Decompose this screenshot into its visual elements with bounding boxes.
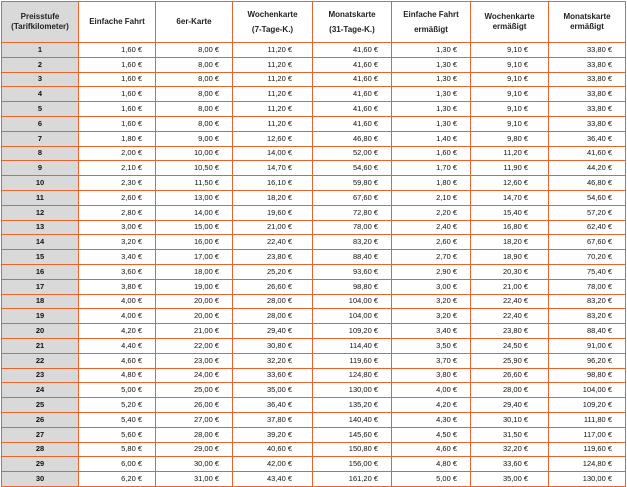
- cell-monatskarte: 54,60 €: [313, 161, 392, 176]
- cell-preisstufe: 16: [2, 264, 79, 279]
- table-row: [2, 427, 626, 442]
- cell-6er-karte: 31,00 €: [156, 472, 233, 487]
- cell-preisstufe: 29: [2, 457, 79, 472]
- cell-einfache-fahrt: 3,60 €: [79, 264, 156, 279]
- cell-preisstufe: 18: [2, 294, 79, 309]
- cell-einfache-fahrt-ermaessigt: 3,20 €: [392, 309, 471, 324]
- cell-einfache-fahrt: 6,00 €: [79, 457, 156, 472]
- header-line2: (31-Tage-K.): [329, 24, 375, 34]
- cell-wochenkarte-ermaessigt: 20,30 €: [471, 264, 549, 279]
- cell-monatskarte: 161,20 €: [313, 472, 392, 487]
- header-einfache-fahrt: [79, 2, 156, 43]
- cell-6er-karte: 23,00 €: [156, 353, 233, 368]
- cell-wochenkarte: 14,00 €: [233, 146, 313, 161]
- cell-wochenkarte-ermaessigt: 9,10 €: [471, 116, 549, 131]
- cell-einfache-fahrt-ermaessigt: 3,50 €: [392, 338, 471, 353]
- cell-monatskarte: 67,60 €: [313, 190, 392, 205]
- cell-wochenkarte: 25,20 €: [233, 264, 313, 279]
- table-header: [2, 2, 626, 43]
- cell-einfache-fahrt-ermaessigt: 1,60 €: [392, 146, 471, 161]
- cell-monatskarte: 135,20 €: [313, 398, 392, 413]
- cell-6er-karte: 19,00 €: [156, 279, 233, 294]
- cell-preisstufe: 30: [2, 472, 79, 487]
- cell-einfache-fahrt-ermaessigt: 1,30 €: [392, 102, 471, 117]
- cell-einfache-fahrt: 3,00 €: [79, 220, 156, 235]
- cell-wochenkarte-ermaessigt: 9,10 €: [471, 57, 549, 72]
- cell-einfache-fahrt: 3,80 €: [79, 279, 156, 294]
- cell-monatskarte-ermaessigt: 33,80 €: [549, 57, 626, 72]
- cell-6er-karte: 14,00 €: [156, 205, 233, 220]
- cell-einfache-fahrt: 5,80 €: [79, 442, 156, 457]
- header-line1: Wochenkarte: [247, 9, 298, 19]
- cell-einfache-fahrt: 5,60 €: [79, 427, 156, 442]
- cell-einfache-fahrt: 1,60 €: [79, 102, 156, 117]
- cell-wochenkarte-ermaessigt: 11,90 €: [471, 161, 549, 176]
- header-line1: Monatskarte: [563, 12, 611, 21]
- header-monatskarte-ermaessigt: [549, 2, 626, 43]
- cell-6er-karte: 29,00 €: [156, 442, 233, 457]
- cell-monatskarte-ermaessigt: 36,40 €: [549, 131, 626, 146]
- cell-monatskarte-ermaessigt: 44,20 €: [549, 161, 626, 176]
- cell-wochenkarte-ermaessigt: 9,80 €: [471, 131, 549, 146]
- cell-preisstufe: 17: [2, 279, 79, 294]
- cell-wochenkarte: 40,60 €: [233, 442, 313, 457]
- cell-einfache-fahrt: 4,40 €: [79, 338, 156, 353]
- table-row: [2, 190, 626, 205]
- cell-einfache-fahrt: 2,80 €: [79, 205, 156, 220]
- cell-einfache-fahrt: 1,60 €: [79, 57, 156, 72]
- cell-einfache-fahrt: 4,20 €: [79, 324, 156, 339]
- cell-wochenkarte-ermaessigt: 35,00 €: [471, 472, 549, 487]
- cell-preisstufe: 14: [2, 235, 79, 250]
- table-row: [2, 250, 626, 265]
- cell-monatskarte-ermaessigt: 91,00 €: [549, 338, 626, 353]
- cell-einfache-fahrt-ermaessigt: 1,30 €: [392, 116, 471, 131]
- cell-einfache-fahrt-ermaessigt: 4,80 €: [392, 457, 471, 472]
- cell-einfache-fahrt: 4,00 €: [79, 294, 156, 309]
- cell-einfache-fahrt: 6,20 €: [79, 472, 156, 487]
- cell-6er-karte: 8,00 €: [156, 72, 233, 87]
- cell-einfache-fahrt-ermaessigt: 3,20 €: [392, 294, 471, 309]
- table-row: [2, 383, 626, 398]
- tariff-table-container: [1, 1, 626, 487]
- cell-wochenkarte-ermaessigt: 14,70 €: [471, 190, 549, 205]
- cell-6er-karte: 21,00 €: [156, 324, 233, 339]
- cell-wochenkarte-ermaessigt: 26,60 €: [471, 368, 549, 383]
- cell-einfache-fahrt-ermaessigt: 1,30 €: [392, 87, 471, 102]
- cell-6er-karte: 22,00 €: [156, 338, 233, 353]
- table-row: [2, 205, 626, 220]
- cell-monatskarte-ermaessigt: 33,80 €: [549, 102, 626, 117]
- cell-monatskarte-ermaessigt: 119,60 €: [549, 442, 626, 457]
- header-line2: ermäßigt: [492, 22, 527, 31]
- cell-preisstufe: 8: [2, 146, 79, 161]
- cell-monatskarte: 114,40 €: [313, 338, 392, 353]
- cell-6er-karte: 24,00 €: [156, 368, 233, 383]
- header-line2: (Tarifkilometer): [11, 22, 69, 31]
- cell-wochenkarte: 14,70 €: [233, 161, 313, 176]
- cell-monatskarte: 41,60 €: [313, 43, 392, 58]
- cell-preisstufe: 11: [2, 190, 79, 205]
- table-row: [2, 442, 626, 457]
- cell-einfache-fahrt: 5,20 €: [79, 398, 156, 413]
- tariff-table: [1, 1, 626, 487]
- cell-6er-karte: 27,00 €: [156, 412, 233, 427]
- cell-preisstufe: 28: [2, 442, 79, 457]
- cell-monatskarte-ermaessigt: 109,20 €: [549, 398, 626, 413]
- cell-wochenkarte: 19,60 €: [233, 205, 313, 220]
- cell-monatskarte: 130,00 €: [313, 383, 392, 398]
- cell-6er-karte: 10,50 €: [156, 161, 233, 176]
- header-preisstufe: [2, 2, 79, 43]
- cell-6er-karte: 18,00 €: [156, 264, 233, 279]
- cell-wochenkarte: 28,00 €: [233, 294, 313, 309]
- table-row: [2, 57, 626, 72]
- cell-preisstufe: 10: [2, 176, 79, 191]
- table-row: [2, 324, 626, 339]
- cell-wochenkarte: 11,20 €: [233, 57, 313, 72]
- cell-einfache-fahrt: 2,10 €: [79, 161, 156, 176]
- cell-wochenkarte: 35,00 €: [233, 383, 313, 398]
- cell-6er-karte: 26,00 €: [156, 398, 233, 413]
- cell-wochenkarte-ermaessigt: 21,00 €: [471, 279, 549, 294]
- cell-preisstufe: 9: [2, 161, 79, 176]
- cell-preisstufe: 26: [2, 412, 79, 427]
- table-row: [2, 472, 626, 487]
- table-row: [2, 161, 626, 176]
- cell-einfache-fahrt-ermaessigt: 1,40 €: [392, 131, 471, 146]
- table-row: [2, 146, 626, 161]
- table-row: [2, 309, 626, 324]
- table-row: [2, 368, 626, 383]
- cell-6er-karte: 28,00 €: [156, 427, 233, 442]
- cell-monatskarte: 41,60 €: [313, 72, 392, 87]
- cell-monatskarte-ermaessigt: 104,00 €: [549, 383, 626, 398]
- cell-wochenkarte: 39,20 €: [233, 427, 313, 442]
- cell-wochenkarte-ermaessigt: 9,10 €: [471, 87, 549, 102]
- cell-einfache-fahrt-ermaessigt: 3,00 €: [392, 279, 471, 294]
- cell-monatskarte: 150,80 €: [313, 442, 392, 457]
- cell-einfache-fahrt-ermaessigt: 4,20 €: [392, 398, 471, 413]
- cell-monatskarte-ermaessigt: 67,60 €: [549, 235, 626, 250]
- cell-wochenkarte-ermaessigt: 24,50 €: [471, 338, 549, 353]
- cell-wochenkarte: 22,40 €: [233, 235, 313, 250]
- cell-monatskarte-ermaessigt: 46,80 €: [549, 176, 626, 191]
- header-line1: Wochenkarte: [484, 12, 535, 21]
- cell-wochenkarte: 11,20 €: [233, 116, 313, 131]
- cell-6er-karte: 8,00 €: [156, 87, 233, 102]
- cell-einfache-fahrt-ermaessigt: 1,80 €: [392, 176, 471, 191]
- table-row: [2, 338, 626, 353]
- header-row: [2, 2, 626, 43]
- cell-preisstufe: 13: [2, 220, 79, 235]
- cell-wochenkarte: 23,80 €: [233, 250, 313, 265]
- cell-wochenkarte: 16,10 €: [233, 176, 313, 191]
- cell-preisstufe: 1: [2, 43, 79, 58]
- cell-einfache-fahrt-ermaessigt: 2,70 €: [392, 250, 471, 265]
- cell-monatskarte-ermaessigt: 57,20 €: [549, 205, 626, 220]
- cell-preisstufe: 12: [2, 205, 79, 220]
- cell-wochenkarte-ermaessigt: 29,40 €: [471, 398, 549, 413]
- cell-monatskarte-ermaessigt: 33,80 €: [549, 87, 626, 102]
- cell-wochenkarte-ermaessigt: 28,00 €: [471, 383, 549, 398]
- cell-monatskarte: 41,60 €: [313, 87, 392, 102]
- cell-wochenkarte-ermaessigt: 33,60 €: [471, 457, 549, 472]
- cell-wochenkarte-ermaessigt: 9,10 €: [471, 43, 549, 58]
- table-row: [2, 412, 626, 427]
- cell-monatskarte: 156,00 €: [313, 457, 392, 472]
- header-wochenkarte-ermaessigt: [471, 2, 549, 43]
- table-row: [2, 398, 626, 413]
- cell-wochenkarte: 11,20 €: [233, 43, 313, 58]
- cell-einfache-fahrt: 1,60 €: [79, 72, 156, 87]
- cell-einfache-fahrt-ermaessigt: 1,30 €: [392, 72, 471, 87]
- cell-monatskarte-ermaessigt: 33,80 €: [549, 43, 626, 58]
- table-row: [2, 294, 626, 309]
- cell-monatskarte: 98,80 €: [313, 279, 392, 294]
- cell-monatskarte-ermaessigt: 33,80 €: [549, 116, 626, 131]
- cell-monatskarte: 119,60 €: [313, 353, 392, 368]
- cell-monatskarte-ermaessigt: 117,00 €: [549, 427, 626, 442]
- cell-monatskarte-ermaessigt: 96,20 €: [549, 353, 626, 368]
- cell-preisstufe: 21: [2, 338, 79, 353]
- cell-wochenkarte-ermaessigt: 11,20 €: [471, 146, 549, 161]
- cell-wochenkarte-ermaessigt: 9,10 €: [471, 72, 549, 87]
- cell-wochenkarte: 18,20 €: [233, 190, 313, 205]
- cell-einfache-fahrt: 3,40 €: [79, 250, 156, 265]
- cell-preisstufe: 2: [2, 57, 79, 72]
- cell-einfache-fahrt: 1,60 €: [79, 116, 156, 131]
- cell-6er-karte: 16,00 €: [156, 235, 233, 250]
- cell-wochenkarte: 12,60 €: [233, 131, 313, 146]
- cell-einfache-fahrt: 1,60 €: [79, 43, 156, 58]
- cell-wochenkarte-ermaessigt: 22,40 €: [471, 309, 549, 324]
- cell-6er-karte: 10,00 €: [156, 146, 233, 161]
- table-row: [2, 102, 626, 117]
- cell-preisstufe: 23: [2, 368, 79, 383]
- table-body: [2, 43, 626, 487]
- cell-einfache-fahrt-ermaessigt: 4,50 €: [392, 427, 471, 442]
- cell-monatskarte: 41,60 €: [313, 57, 392, 72]
- cell-einfache-fahrt: 4,80 €: [79, 368, 156, 383]
- header-line1: Einfache Fahrt: [89, 17, 145, 26]
- cell-preisstufe: 22: [2, 353, 79, 368]
- cell-wochenkarte: 30,80 €: [233, 338, 313, 353]
- cell-monatskarte-ermaessigt: 70,20 €: [549, 250, 626, 265]
- cell-monatskarte-ermaessigt: 130,00 €: [549, 472, 626, 487]
- cell-wochenkarte: 43,40 €: [233, 472, 313, 487]
- cell-wochenkarte-ermaessigt: 18,20 €: [471, 235, 549, 250]
- cell-einfache-fahrt-ermaessigt: 4,30 €: [392, 412, 471, 427]
- cell-wochenkarte-ermaessigt: 32,20 €: [471, 442, 549, 457]
- cell-einfache-fahrt-ermaessigt: 3,40 €: [392, 324, 471, 339]
- cell-monatskarte: 83,20 €: [313, 235, 392, 250]
- cell-monatskarte-ermaessigt: 83,20 €: [549, 294, 626, 309]
- cell-wochenkarte-ermaessigt: 22,40 €: [471, 294, 549, 309]
- cell-wochenkarte: 28,00 €: [233, 309, 313, 324]
- cell-wochenkarte: 32,20 €: [233, 353, 313, 368]
- cell-monatskarte-ermaessigt: 124,80 €: [549, 457, 626, 472]
- cell-einfache-fahrt: 2,00 €: [79, 146, 156, 161]
- cell-wochenkarte: 29,40 €: [233, 324, 313, 339]
- cell-einfache-fahrt-ermaessigt: 4,00 €: [392, 383, 471, 398]
- cell-wochenkarte: 33,60 €: [233, 368, 313, 383]
- cell-einfache-fahrt-ermaessigt: 2,40 €: [392, 220, 471, 235]
- cell-monatskarte-ermaessigt: 88,40 €: [549, 324, 626, 339]
- cell-monatskarte-ermaessigt: 62,40 €: [549, 220, 626, 235]
- table-row: [2, 43, 626, 58]
- cell-preisstufe: 4: [2, 87, 79, 102]
- cell-wochenkarte-ermaessigt: 31,50 €: [471, 427, 549, 442]
- cell-einfache-fahrt-ermaessigt: 2,20 €: [392, 205, 471, 220]
- cell-einfache-fahrt: 2,60 €: [79, 190, 156, 205]
- header-line2: ermäßigt: [570, 22, 604, 31]
- cell-monatskarte: 41,60 €: [313, 102, 392, 117]
- cell-6er-karte: 8,00 €: [156, 102, 233, 117]
- cell-preisstufe: 25: [2, 398, 79, 413]
- cell-preisstufe: 6: [2, 116, 79, 131]
- cell-einfache-fahrt-ermaessigt: 1,70 €: [392, 161, 471, 176]
- header-einfache-fahrt-ermaessigt: [392, 2, 471, 43]
- cell-einfache-fahrt: 3,20 €: [79, 235, 156, 250]
- table-row: [2, 235, 626, 250]
- cell-einfache-fahrt: 1,60 €: [79, 87, 156, 102]
- cell-wochenkarte-ermaessigt: 30,10 €: [471, 412, 549, 427]
- cell-monatskarte: 78,00 €: [313, 220, 392, 235]
- cell-wochenkarte: 11,20 €: [233, 72, 313, 87]
- cell-einfache-fahrt: 4,60 €: [79, 353, 156, 368]
- cell-einfache-fahrt-ermaessigt: 2,10 €: [392, 190, 471, 205]
- header-wochenkarte: [233, 2, 313, 43]
- cell-einfache-fahrt-ermaessigt: 5,00 €: [392, 472, 471, 487]
- cell-6er-karte: 8,00 €: [156, 57, 233, 72]
- cell-monatskarte: 109,20 €: [313, 324, 392, 339]
- header-line2: ermäßigt: [414, 24, 448, 34]
- cell-6er-karte: 13,00 €: [156, 190, 233, 205]
- cell-6er-karte: 30,00 €: [156, 457, 233, 472]
- table-row: [2, 87, 626, 102]
- cell-monatskarte: 41,60 €: [313, 116, 392, 131]
- cell-monatskarte-ermaessigt: 98,80 €: [549, 368, 626, 383]
- cell-6er-karte: 25,00 €: [156, 383, 233, 398]
- cell-einfache-fahrt: 5,00 €: [79, 383, 156, 398]
- table-row: [2, 353, 626, 368]
- cell-monatskarte-ermaessigt: 33,80 €: [549, 72, 626, 87]
- cell-einfache-fahrt: 5,40 €: [79, 412, 156, 427]
- cell-wochenkarte-ermaessigt: 15,40 €: [471, 205, 549, 220]
- cell-monatskarte: 88,40 €: [313, 250, 392, 265]
- cell-preisstufe: 20: [2, 324, 79, 339]
- cell-monatskarte: 140,40 €: [313, 412, 392, 427]
- table-row: [2, 220, 626, 235]
- cell-monatskarte-ermaessigt: 78,00 €: [549, 279, 626, 294]
- cell-preisstufe: 24: [2, 383, 79, 398]
- table-row: [2, 72, 626, 87]
- header-monatskarte: [313, 2, 392, 43]
- cell-monatskarte-ermaessigt: 83,20 €: [549, 309, 626, 324]
- cell-wochenkarte-ermaessigt: 16,80 €: [471, 220, 549, 235]
- cell-wochenkarte-ermaessigt: 9,10 €: [471, 102, 549, 117]
- cell-einfache-fahrt: 4,00 €: [79, 309, 156, 324]
- cell-wochenkarte-ermaessigt: 18,90 €: [471, 250, 549, 265]
- header-line1: Einfache Fahrt: [403, 9, 459, 19]
- cell-einfache-fahrt-ermaessigt: 3,80 €: [392, 368, 471, 383]
- cell-preisstufe: 7: [2, 131, 79, 146]
- cell-monatskarte: 145,60 €: [313, 427, 392, 442]
- cell-einfache-fahrt-ermaessigt: 2,60 €: [392, 235, 471, 250]
- cell-6er-karte: 20,00 €: [156, 294, 233, 309]
- cell-monatskarte-ermaessigt: 111,80 €: [549, 412, 626, 427]
- cell-monatskarte: 52,00 €: [313, 146, 392, 161]
- cell-wochenkarte: 11,20 €: [233, 102, 313, 117]
- cell-6er-karte: 20,00 €: [156, 309, 233, 324]
- cell-preisstufe: 19: [2, 309, 79, 324]
- cell-monatskarte-ermaessigt: 75,40 €: [549, 264, 626, 279]
- cell-preisstufe: 15: [2, 250, 79, 265]
- cell-wochenkarte: 36,40 €: [233, 398, 313, 413]
- cell-wochenkarte: 42,00 €: [233, 457, 313, 472]
- cell-6er-karte: 15,00 €: [156, 220, 233, 235]
- table-row: [2, 264, 626, 279]
- cell-einfache-fahrt-ermaessigt: 1,30 €: [392, 57, 471, 72]
- header-line1: Preisstufe: [20, 12, 60, 21]
- cell-wochenkarte: 37,80 €: [233, 412, 313, 427]
- cell-wochenkarte-ermaessigt: 23,80 €: [471, 324, 549, 339]
- header-6er-karte: [156, 2, 233, 43]
- cell-einfache-fahrt: 2,30 €: [79, 176, 156, 191]
- cell-monatskarte-ermaessigt: 41,60 €: [549, 146, 626, 161]
- cell-monatskarte: 124,80 €: [313, 368, 392, 383]
- cell-einfache-fahrt-ermaessigt: 3,70 €: [392, 353, 471, 368]
- cell-6er-karte: 17,00 €: [156, 250, 233, 265]
- header-line2: (7-Tage-K.): [251, 24, 294, 34]
- cell-einfache-fahrt-ermaessigt: 2,90 €: [392, 264, 471, 279]
- header-line1: 6er-Karte: [176, 17, 212, 26]
- cell-monatskarte: 104,00 €: [313, 309, 392, 324]
- table-row: [2, 279, 626, 294]
- cell-6er-karte: 11,50 €: [156, 176, 233, 191]
- cell-wochenkarte: 11,20 €: [233, 87, 313, 102]
- cell-monatskarte: 104,00 €: [313, 294, 392, 309]
- cell-6er-karte: 8,00 €: [156, 116, 233, 131]
- cell-preisstufe: 27: [2, 427, 79, 442]
- header-line1: Monatskarte: [328, 9, 376, 19]
- cell-wochenkarte-ermaessigt: 25,90 €: [471, 353, 549, 368]
- cell-einfache-fahrt-ermaessigt: 1,30 €: [392, 43, 471, 58]
- cell-monatskarte: 72,80 €: [313, 205, 392, 220]
- cell-monatskarte-ermaessigt: 54,60 €: [549, 190, 626, 205]
- cell-monatskarte: 93,60 €: [313, 264, 392, 279]
- cell-einfache-fahrt-ermaessigt: 4,60 €: [392, 442, 471, 457]
- cell-preisstufe: 5: [2, 102, 79, 117]
- cell-wochenkarte-ermaessigt: 12,60 €: [471, 176, 549, 191]
- table-row: [2, 116, 626, 131]
- cell-6er-karte: 9,00 €: [156, 131, 233, 146]
- table-row: [2, 457, 626, 472]
- cell-wochenkarte: 21,00 €: [233, 220, 313, 235]
- cell-wochenkarte: 26,60 €: [233, 279, 313, 294]
- cell-monatskarte: 46,80 €: [313, 131, 392, 146]
- cell-6er-karte: 8,00 €: [156, 43, 233, 58]
- cell-einfache-fahrt: 1,80 €: [79, 131, 156, 146]
- cell-preisstufe: 3: [2, 72, 79, 87]
- table-row: [2, 176, 626, 191]
- table-row: [2, 131, 626, 146]
- cell-monatskarte: 59,80 €: [313, 176, 392, 191]
